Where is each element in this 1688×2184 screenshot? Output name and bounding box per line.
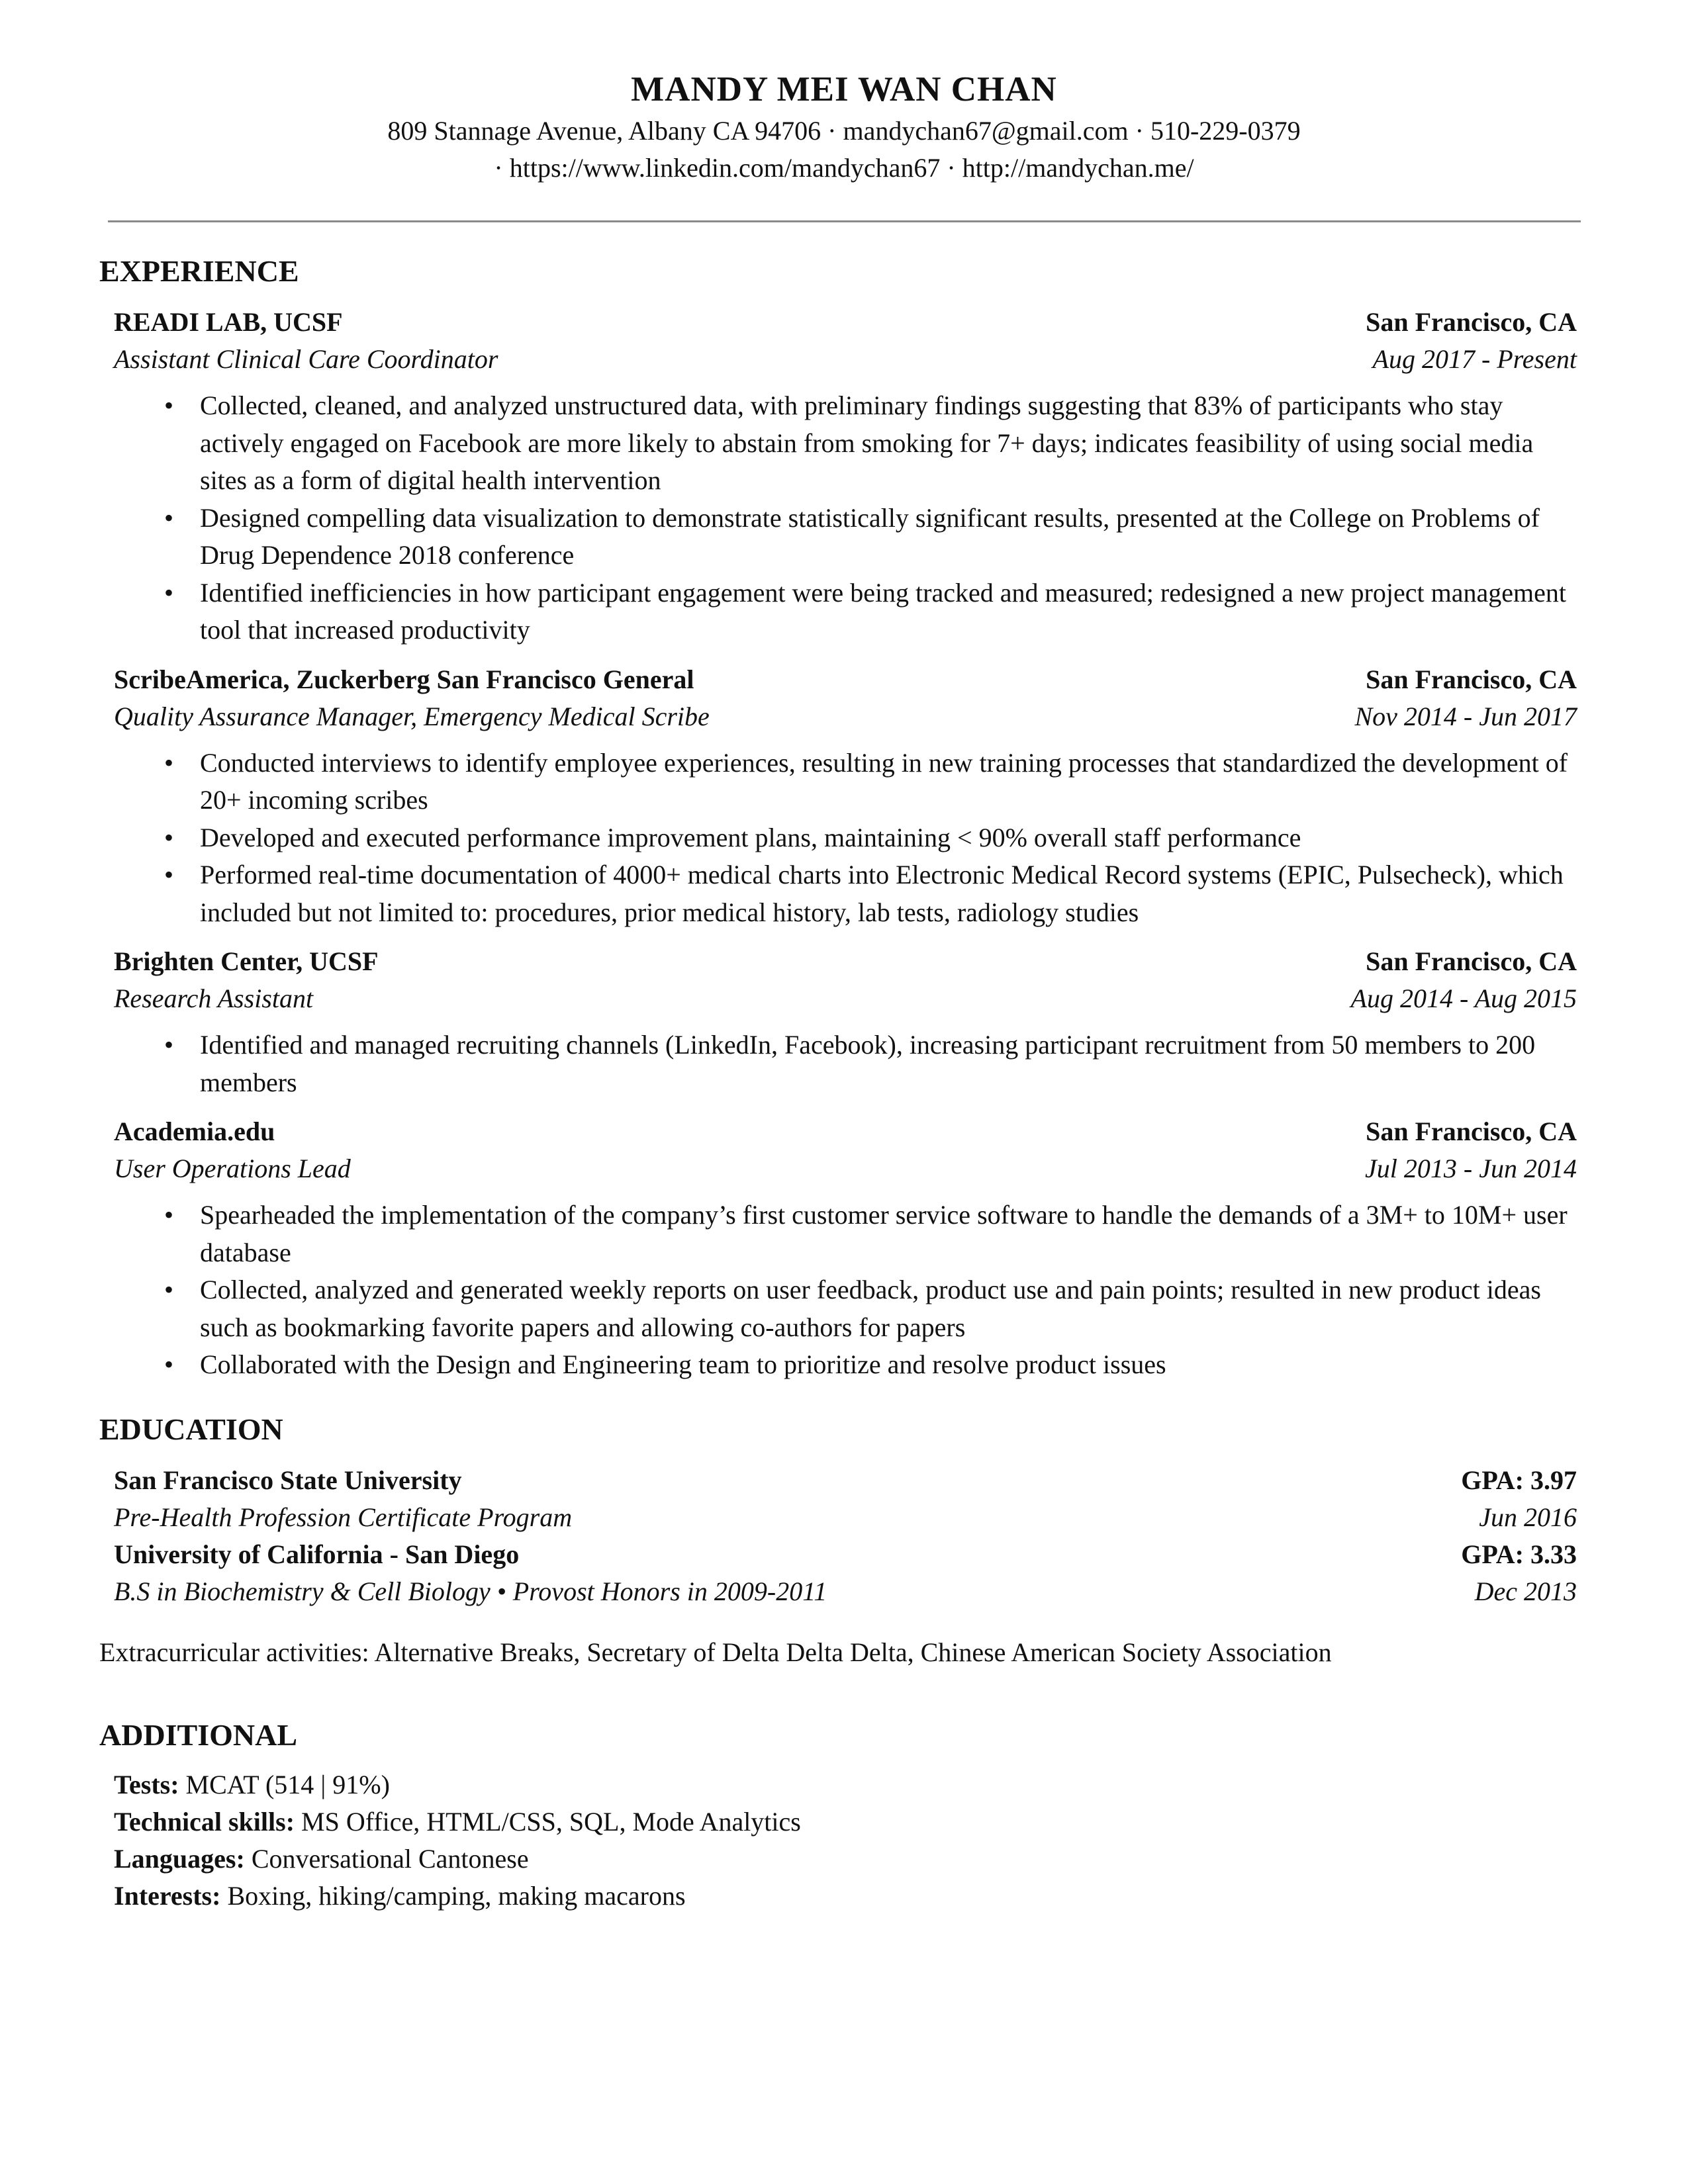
job-dates: Jul 2013 - Jun 2014 [1365, 1154, 1577, 1183]
job-location: San Francisco, CA [1366, 664, 1577, 694]
additional-list [114, 1766, 1577, 1915]
job-dates: Aug 2017 - Present [1372, 344, 1577, 374]
bullet-item: • Collected, cleaned, and analyzed unstructured data, with preliminary findings suggesting that 83% of participants who stay actively engaged on Facebook are more likely to abstain from smoking for 7+ days; indicates feasibility of using social media sites as a form of digital health intervention [114, 387, 1577, 500]
school-date: Jun 2016 [1479, 1502, 1577, 1532]
job-entry [114, 304, 1577, 649]
job-bullets [114, 387, 1577, 649]
job-organization: ScribeAmerica, Zuckerberg San Francisco General [114, 664, 694, 694]
bullet-item: • Developed and executed performance improvement plans, maintaining < 90% overall staff performance [114, 819, 1577, 857]
school-subheader [114, 1499, 1577, 1536]
additional-value: MS Office, HTML/CSS, SQL, Mode Analytics [295, 1806, 801, 1837]
job-role: Assistant Clinical Care Coordinator [114, 344, 498, 374]
job-role: Quality Assurance Manager, Emergency Medical Scribe [114, 701, 710, 731]
school-subheader [114, 1573, 1577, 1610]
section-title-experience: EXPERIENCE [99, 254, 299, 288]
job-header [114, 661, 1577, 698]
extracurricular-activities: Extracurricular activities: Alternative Breaks, Secretary of Delta Delta Delta, Chinese American Society Association [99, 1637, 1332, 1667]
additional-item-technical-skills [114, 1803, 1577, 1841]
resume-body [99, 248, 1585, 1915]
job-role: Research Assistant [114, 983, 314, 1013]
job-header [114, 304, 1577, 341]
job-organization: Brighten Center, UCSF [114, 946, 379, 976]
school-header [114, 1462, 1577, 1499]
additional-value: Boxing, hiking/camping, making macarons [220, 1880, 686, 1911]
job-header [114, 943, 1577, 980]
candidate-name: MANDY MEI WAN CHAN [631, 70, 1057, 109]
additional-item-languages [114, 1841, 1577, 1878]
job-subheader [114, 1150, 1577, 1187]
job-entry [114, 943, 1577, 1101]
job-dates: Nov 2014 - Jun 2017 [1354, 701, 1577, 731]
resume-header [0, 66, 1688, 187]
job-header [114, 1113, 1577, 1150]
additional-value: MCAT (514 | 91%) [179, 1769, 390, 1799]
additional-item-interests [114, 1878, 1577, 1915]
job-entry [114, 661, 1577, 932]
additional-item-tests [114, 1766, 1577, 1803]
school-program: B.S in Biochemistry & Cell Biology • Provost Honors in 2009-2011 [114, 1576, 827, 1606]
job-bullets [114, 1197, 1577, 1384]
contact-line: 809 Stannage Avenue, Albany CA 94706 · mandychan67@gmail.com · 510-229-0379 [387, 116, 1301, 146]
additional-label: Technical skills: [114, 1806, 295, 1837]
education-entry [114, 1462, 1577, 1610]
additional-label: Interests: [114, 1880, 221, 1911]
school-name: San Francisco State University [114, 1465, 462, 1495]
bullet-item: • Designed compelling data visualization to demonstrate statistically significant results, presented at the College on Problems of Drug Dependence 2018 conference [114, 500, 1577, 574]
job-dates: Aug 2014 - Aug 2015 [1350, 983, 1577, 1013]
bullet-item: • Collected, analyzed and generated weekly reports on user feedback, product use and pain points; resulted in new product ideas such as bookmarking favorite papers and allowing co-authors for papers [114, 1271, 1577, 1346]
job-role: User Operations Lead [114, 1154, 351, 1183]
job-location: San Francisco, CA [1366, 307, 1577, 337]
additional-value: Conversational Cantonese [244, 1843, 529, 1874]
job-subheader [114, 698, 1577, 735]
section-title-education: EDUCATION [99, 1412, 283, 1446]
school-header [114, 1536, 1577, 1573]
job-organization: Academia.edu [114, 1116, 275, 1146]
bullet-item: • Performed real-time documentation of 4000+ medical charts into Electronic Medical Record systems (EPIC, Pulsecheck), which included but not limited to: procedures, prior medical history, lab tests, radiology studies [114, 856, 1577, 931]
school-name: University of California - San Diego [114, 1539, 520, 1569]
additional-label: Languages: [114, 1843, 245, 1874]
contact-links: · https://www.linkedin.com/mandychan67 · http://mandychan.me/ [494, 153, 1194, 183]
school-gpa: GPA: 3.33 [1461, 1539, 1577, 1569]
section-title-additional: ADDITIONAL [99, 1717, 298, 1752]
job-location: San Francisco, CA [1366, 946, 1577, 976]
bullet-item: • Collaborated with the Design and Engineering team to prioritize and resolve product issues [114, 1346, 1577, 1384]
school-date: Dec 2013 [1474, 1576, 1577, 1606]
additional-section [99, 1712, 1585, 1915]
bullet-item: • Identified inefficiencies in how participant engagement were being tracked and measured; redesigned a new project management tool that increased productivity [114, 574, 1577, 649]
school-program: Pre-Health Profession Certificate Program [114, 1502, 573, 1532]
bullet-item: • Conducted interviews to identify employee experiences, resulting in new training processes that standardized the development of 20+ incoming scribes [114, 745, 1577, 819]
job-organization: READI LAB, UCSF [114, 307, 343, 337]
job-location: San Francisco, CA [1366, 1116, 1577, 1146]
bullet-item: • Identified and managed recruiting channels (LinkedIn, Facebook), increasing participant recruitment from 50 members to 200 members [114, 1026, 1577, 1101]
job-bullets [114, 745, 1577, 932]
bullet-item: • Spearheaded the implementation of the company’s first customer service software to handle the demands of a 3M+ to 10M+ user database [114, 1197, 1577, 1271]
job-subheader [114, 980, 1577, 1017]
education-section [99, 1406, 1585, 1671]
school-gpa: GPA: 3.97 [1461, 1465, 1577, 1495]
job-subheader [114, 341, 1577, 378]
job-entry [114, 1113, 1577, 1384]
experience-section [99, 248, 1585, 1384]
header-divider [108, 220, 1581, 222]
additional-label: Tests: [114, 1769, 179, 1799]
job-bullets [114, 1026, 1577, 1101]
